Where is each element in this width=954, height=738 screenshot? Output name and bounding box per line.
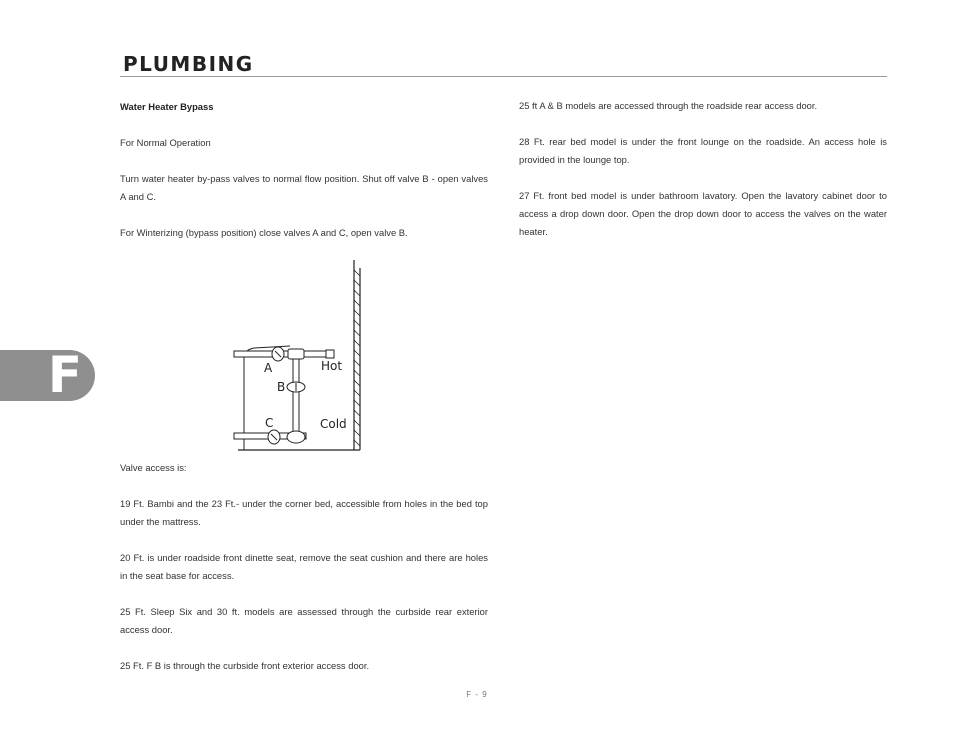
access-25-30: 25 Ft. Sleep Six and 30 ft. models are assessed through the curbside rear exterior access door.	[120, 606, 488, 635]
winterizing-instructions: For Winterizing (bypass position) close valves A and C, open valve B.	[120, 227, 408, 238]
hot-pipe-cap	[326, 350, 334, 358]
valve-b-label: B	[277, 380, 286, 394]
left-column-bottom	[120, 459, 488, 675]
right-column	[519, 97, 887, 241]
header-divider	[120, 76, 887, 77]
valve-a-label: A	[264, 361, 273, 375]
page-number: F - 9	[466, 690, 488, 699]
section-tab-letter: F	[47, 346, 82, 404]
valve-access-intro: Valve access is:	[120, 462, 187, 473]
access-19-23: 19 Ft. Bambi and the 23 Ft.- under the corner bed, accessible from holes in the bed top under the mattress.	[120, 498, 488, 527]
bypass-valve-diagram-svg	[230, 256, 370, 456]
bypass-valve-diagram	[230, 256, 370, 456]
section-tab	[0, 346, 95, 404]
access-20: 20 Ft. is under roadside front dinette seat, remove the seat cushion and there are holes in the seat base for access.	[120, 552, 488, 581]
page-title: PLUMBING	[123, 52, 254, 76]
access-25-ab: 25 ft A & B models are accessed through the roadside rear access door.	[519, 100, 818, 111]
valve-c-label: C	[265, 416, 274, 430]
bypass-pipe	[293, 357, 299, 433]
normal-operation-instructions: Turn water heater by-pass valves to normal flow position. Shut off valve B - open valves A and C.	[120, 173, 488, 202]
wall-hatching	[354, 270, 360, 446]
cold-tee-fitting	[287, 431, 305, 443]
section-heading: Water Heater Bypass	[120, 101, 214, 112]
hot-label: Hot	[321, 359, 343, 373]
access-28: 28 Ft. rear bed model is under the front lounge on the roadside. An access hole is provided in the lounge top.	[519, 136, 887, 165]
access-27: 27 Ft. front bed model is under bathroom lavatory. Open the lavatory cabinet door to access a drop down door. Open the drop down door to access the valves on the water heater.	[519, 190, 887, 237]
left-column-top	[120, 98, 488, 242]
normal-operation-subheading: For Normal Operation	[120, 137, 211, 148]
hot-tee-fitting	[288, 349, 304, 359]
access-25-fb: 25 Ft. F B is through the curbside front exterior access door.	[120, 660, 370, 671]
cold-label: Cold	[320, 417, 347, 431]
